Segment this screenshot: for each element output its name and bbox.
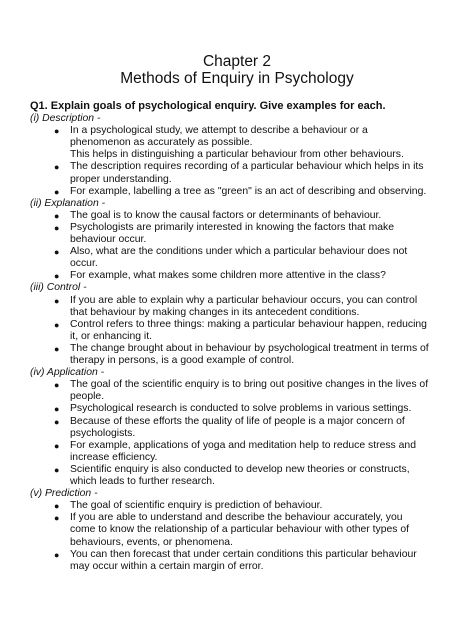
bullet-continuation: increase efficiency. [70, 451, 158, 463]
bullet-item: ● Also, what are the conditions under which a particular behaviour does not [70, 246, 407, 258]
bullet-item: ● If you are able to understand and describe the behaviour accurately, you [70, 512, 403, 524]
bullet-item: ● Psychological research is conducted to solve problems in various settings. [70, 403, 411, 415]
bullet-item: ● For example, labelling a tree as "green" is an act of describing and observing. [70, 186, 426, 198]
bullet-continuation: psychologists. [70, 427, 136, 439]
bullet-item: ● Because of these efforts the quality of life of people is a major concern of [70, 416, 405, 428]
bullet-continuation: people. [70, 391, 105, 403]
bullet-continuation: come to know the relationship of a particular behaviour with other types of [70, 524, 410, 536]
bullet-continuation: This helps in distinguishing a particular behaviour from other behaviours. [70, 149, 404, 161]
bullet-continuation: proper understanding. [70, 173, 172, 185]
bullet-continuation: behaviour occur. [70, 234, 147, 245]
bullet-continuation: may occur within a certain margin of error. [70, 560, 264, 572]
bullet-item: ● The goal of the scientific enquiry is to bring out positive changes in the lives of [70, 379, 428, 391]
bullet-continuation: behaviours, events, or phenomena. [70, 536, 233, 548]
bullet-item: ● If you are able to explain why a particular behaviour occurs, you can control [70, 295, 417, 307]
bullet-continuation: therapy in persons, is a good example of control. [70, 355, 295, 366]
bullet-continuation: occur. [70, 258, 98, 270]
question-heading: Q1. Explain goals of psychological enquiry. Give examples for each. [30, 100, 386, 112]
chapter-title: Chapter 2 [202, 53, 272, 70]
section-heading: (v) Prediction - [30, 488, 98, 500]
bullet-item: ● You can then forecast that under certain conditions this particular behaviour [70, 549, 417, 561]
bullet-item: ● For example, what makes some children more attentive in the class? [70, 270, 386, 282]
bullet-item: ● Psychologists are primarily interested in knowing the factors that make [70, 222, 394, 234]
section-heading: (ii) Explanation - [30, 197, 106, 209]
section-heading: (i) Description - [30, 113, 101, 124]
bullet-item: ● For example, applications of yoga and meditation help to reduce stress and [70, 440, 416, 452]
bullet-item: ● The change brought about in behaviour by psychological treatment in terms of [70, 343, 429, 355]
chapter-subtitle: Methods of Enquiry in Psychology [120, 70, 354, 87]
bullet-item: ● Scientific enquiry is also conducted to develop new theories or constructs, [70, 464, 410, 476]
bullet-item: ● The goal of scientific enquiry is prediction of behaviour. [70, 500, 322, 512]
bullet-item: ● The goal is to know the causal factors or determinants of behaviour. [70, 210, 381, 222]
bullet-continuation: it, or enhancing it. [70, 330, 153, 342]
section-heading: (iii) Control - [30, 282, 87, 294]
section-heading: (iv) Application - [30, 367, 105, 379]
bullet-item: ● Control refers to three things: making a particular behaviour happen, reducing [70, 319, 427, 331]
bullet-continuation: that behaviour by making changes in its antecedent conditions. [70, 306, 360, 318]
bullet-item: ● The description requires recording of a particular behaviour which helps in its [70, 161, 423, 173]
bullet-item: ● In a psychological study, we attempt to describe a behaviour or a [70, 125, 368, 137]
bullet-continuation: which leads to further research. [70, 476, 215, 487]
bullet-continuation: phenomenon as accurately as possible. [70, 137, 253, 149]
